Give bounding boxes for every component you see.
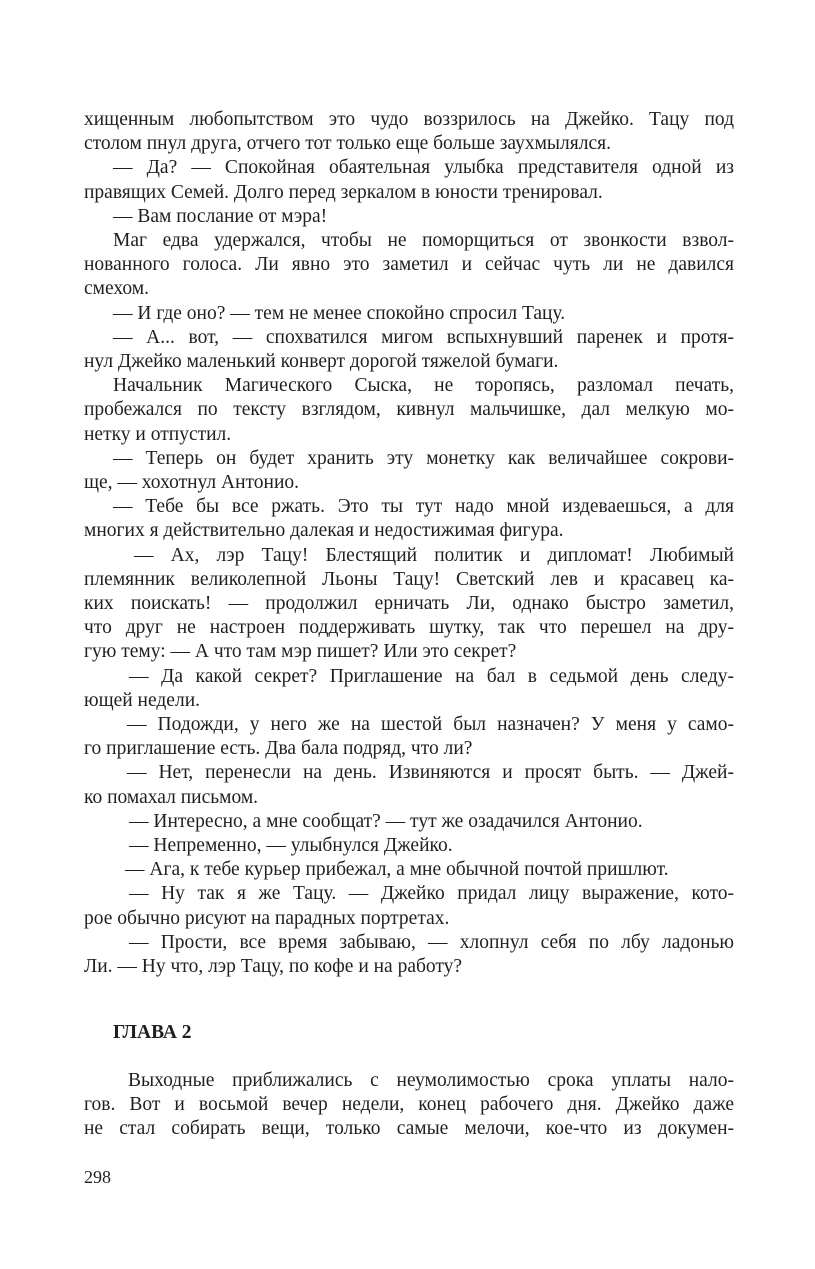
text-line: — Тебе бы все ржать. Это ты тут надо мной издеваешься, а для — [113, 496, 734, 518]
text-line: — Интересно, а мне сообщат? — тут же озадачился Антонио. — [129, 810, 643, 832]
text-line: нетку и отпустил. — [84, 423, 232, 445]
text-line: ще, — хохотнул Антонио. — [84, 472, 300, 493]
text-line: Начальник Магического Сыска, не торопясь, разломал печать, — [113, 375, 734, 397]
text-line: гую тему: — А что там мэр пишет? Или это секрет? — [84, 641, 517, 663]
text-line: Ли. — Ну что, лэр Тацу, по кофе и на работу? — [84, 956, 463, 977]
text-line: хищенным любопытством это чудо воззрилось на Джейко. Тацу под — [84, 109, 734, 130]
text-line: — А... вот, — спохватился мигом вспыхнувший паренек и протя- — [113, 326, 734, 348]
text-line: го приглашение есть. Два бала подряд, что ли? — [84, 738, 473, 760]
text-line: не стал собирать вещи, только самые мелочи, кое-что из докумен- — [84, 1118, 734, 1140]
text-line: правящих Семей. Долго перед зеркалом в юности тренировал. — [84, 181, 603, 203]
text-line: пробежался по тексту взглядом, кивнул мальчишке, дал мелкую мо- — [84, 399, 734, 421]
text-line: Выходные приближались с неумолимостью срока уплаты нало- — [128, 1070, 734, 1091]
text-line: — И где оно? — тем не менее спокойно спросил Тацу. — [113, 302, 566, 324]
text-line: — Подожди, у него же на шестой был назначен? У меня у само- — [127, 714, 734, 735]
text-line: — Непременно, — улыбнулся Джейко. — [129, 835, 453, 856]
text-line: — Нет, перенесли на день. Извиняются и просят быть. — Джей- — [127, 762, 734, 784]
text-line: — Да? — Спокойная обаятельная улыбка представителя одной из — [113, 157, 734, 179]
text-line: — Ну так я же Тацу. — Джейко придал лицу выражение, кото- — [129, 883, 734, 905]
page-number: 298 — [84, 1167, 111, 1187]
text-line: — Вам послание от мэра! — [113, 205, 328, 227]
text-line: нул Джейко маленький конверт дорогой тяжелой бумаги. — [84, 351, 559, 372]
text-line: — Прости, все время забываю, — хлопнул себя по лбу ладонью — [129, 931, 734, 953]
chapter-heading: ГЛАВА 2 — [113, 1022, 192, 1043]
text-line: — Ах, лэр Тацу! Блестящий политик и дипломат! Любимый — [134, 544, 734, 566]
text-line: нованного голоса. Ли явно это заметил и сейчас чуть ли не давился — [84, 254, 734, 276]
text-line: ких поискать! — продолжил ерничать Ли, однако быстро заметил, — [84, 593, 734, 614]
text-line: ко помахал письмом. — [84, 786, 259, 808]
text-line: — Ага, к тебе курьер прибежал, а мне обычной почтой пришлют. — [125, 859, 669, 881]
text-line: рое обычно рисуют на парадных портретах. — [84, 907, 450, 929]
text-line: столом пнул друга, отчего тот только еще больше заухмылялся. — [84, 133, 611, 155]
text-line: ющей недели. — [84, 689, 201, 711]
text-line: что друг не настроен поддерживать шутку, так что перешел на дру- — [84, 617, 734, 639]
text-line: многих я действительно далекая и недостижимая фигура. — [84, 520, 564, 542]
text-line: гов. Вот и восьмой вечер недели, конец рабочего дня. Джейко даже — [84, 1094, 734, 1116]
text-line: Маг едва удержался, чтобы не поморщиться от звонкости взвол- — [113, 230, 734, 251]
text-line: смехом. — [84, 278, 149, 300]
text-line: племянник великолепной Льоны Тацу! Светский лев и красавец ка- — [84, 568, 734, 590]
text-line: — Да какой секрет? Приглашение на бал в седьмой день следу- — [129, 665, 734, 687]
text-line: — Теперь он будет хранить эту монетку как величайшее сокрови- — [113, 447, 734, 469]
